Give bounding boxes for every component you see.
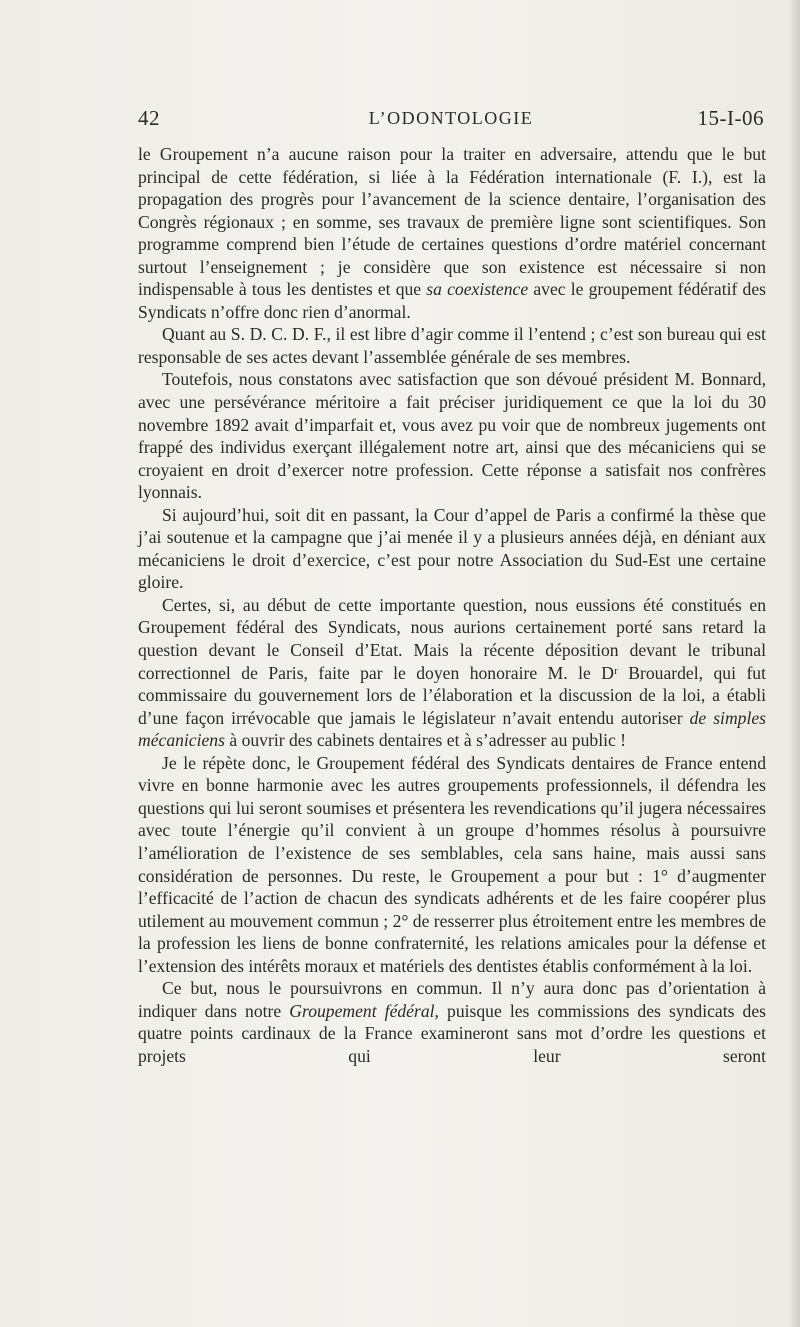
text-run: Je le répète donc, le Groupement fédéral des Syndicats dentaires de France entend vivre en bonne harmonie avec les autres groupements professionnels, il défendra les questions qui lui seront soumises et présentera les revendications qu’il jugera nécessaires avec toute l’énergie qu’il convient à un groupe d’hommes résolus à poursuivre l’amélioration de l’existence de ses semblables, cela sans haine, mais aussi sans considération de personnes. Du reste, le Groupement a pour but : 1° d’augmenter l’efficacité de l’action de chacun des syndicats adhérents et de les faire coopérer plus utilement au mouvement commun ; 2° de resserrer plus étroitement entre les membres de la profession les liens de bonne confraternité, les relations amicales pour la défense et l’extension des intérêts moraux et matériels des dentistes établis conformément à la loi. [138,752,766,976]
paragraph [138,504,766,594]
text-run: Certes, si, au début de cette importante question, nous eussions été constitués en Groupement fédéral des Syndicats, nous aurions certainement porté sans retard la question devant le Conseil d’Etat. Mais la récente déposition devant le tribunal correctionnel de Paris, faite par le doyen honoraire M. le Dʳ Brouardel, qui fut commissaire du gouvernement lors de l’élaboration et la discussion de la loi, a établi d’une façon irrévocable que jamais le législateur n’avait entendu autoriser [138,594,766,728]
text-run: à ouvrir des cabinets dentaires et à s’adresser au public ! [224,730,627,751]
article-body [138,143,766,1067]
text-run: Toutefois, nous constatons avec satisfaction que son dévoué président M. Bonnard, avec une persévérance méritoire a fait préciser juridiquement ce que la loi du 30 novembre 1892 avait d’imparfait et, vous avez pu voir que de nombreux jugements ont frappé des individus exerçant illégalement notre art, ainsi que des mécaniciens qui se croyaient en droit d’exercer notre profession. Cette réponse a satisfait nos confrères lyonnais. [138,369,766,503]
text-run: , puisque les commissions des syndicats des quatre points cardinaux de la France examineront sans mot d’ordre les questions et projets qui leur seront [138,1000,766,1066]
paragraph [138,368,766,503]
text-run: Si aujourd’hui, soit dit en passant, la Cour d’appel de Paris a confirmé la thèse que j’ai soutenue et la campagne que j’ai menée il y a plusieurs années déjà, en déniant aux mécaniciens le droit d’exercice, c’est pour notre Association du Sud-Est une certaine gloire. [138,504,766,593]
text-run: le Groupement n’a aucune raison pour la traiter en adversaire, attendu que le but principal de cette fédération, si liée à la Fédération internationale (F. I.), est la propagation des progrès pour l’avancement de la science dentaire, l’organisation des Congrès régionaux ; en somme, ses travaux de première ligne sont scientifiques. Son programme comprend bien l’étude de certaines questions d’ordre matériel concernant surtout l’enseignement ; je considère que son existence est nécessaire si non indispensable à tous les dentistes et que [138,144,766,300]
text-run: Ce but, nous le poursuivrons en commun. Il n’y aura donc pas d’orientation à indiquer dans notre [138,978,766,1021]
text-run: Quant au S. D. C. D. F., il est libre d’agir comme il l’entend ; c’est son bureau qui est responsable de ses actes devant l’assemblée générale de ses membres. [138,324,766,367]
paragraph [138,752,766,977]
journal-title: L’ODONTOLOGIE [368,108,534,128]
paragraph [138,594,766,752]
paragraph [138,143,766,323]
text-run: avec le groupement fédératif des Syndicats n’offre donc rien d’anormal. [138,279,766,322]
page-number: 42 [138,106,160,130]
paragraph [138,977,766,1067]
issue-date: 15-I-06 [697,106,764,130]
italic-phrase: de simples mécaniciens [138,707,766,751]
italic-phrase: sa coexistence [426,279,529,300]
page-edge-shadow [788,0,800,1327]
paragraph [138,323,766,368]
italic-phrase: Groupement fédéral [289,1000,435,1021]
running-header [138,106,764,136]
